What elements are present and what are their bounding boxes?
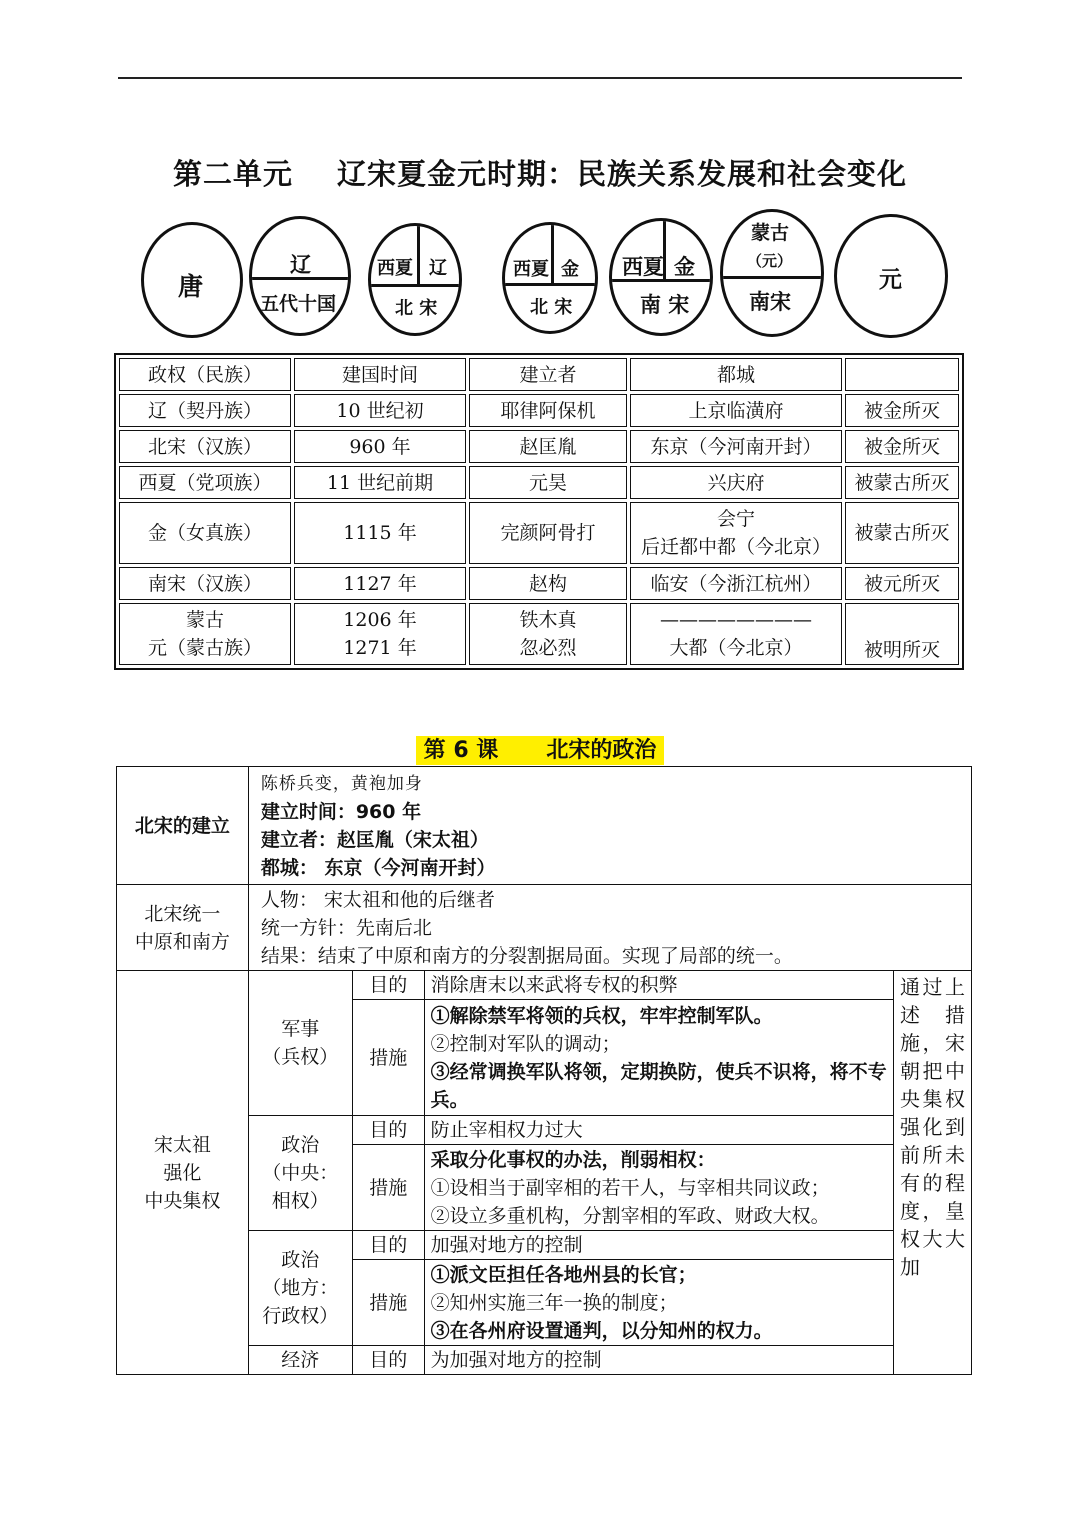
unit-title: 第二单元 辽宋夏金元时期：民族关系发展和社会变化: [172, 157, 908, 191]
summary-text: 通过上述措施，宋朝把中央集权强化到前所未有的程度，皇权大大加: [893, 971, 971, 1375]
central-gov-label: 政治 （中央： 相权）: [248, 1116, 352, 1231]
economy-purpose-row: 经济 目的 为加强对地方的控制: [117, 1346, 972, 1375]
table-row: 南宋（汉族） 1127 年 赵构 临安（今浙江杭州） 被元所灭: [119, 567, 959, 600]
unify-row: 北宋统一 中原和南方 人物： 宋太祖和他的后继者 统一方针：先南后北 结果：结束了中原和南方的分裂割据局面。实现了局部的统一。: [117, 885, 972, 971]
founding-label: 北宋的建立: [117, 767, 249, 885]
lesson-table: [116, 766, 972, 1375]
military-label: 军事 （兵权）: [248, 971, 352, 1116]
circle-xixia-jin-beisong: 西夏 金 北 宋: [502, 222, 598, 334]
table-row: 西夏（党项族） 11 世纪前期 元昊 兴庆府 被蒙古所灭: [119, 466, 959, 499]
col-header-fate: [845, 358, 959, 391]
lesson-title: 第 6 课 北宋的政治: [0, 733, 1080, 764]
centralization-label: 宋太祖 强化 中央集权: [117, 971, 249, 1375]
local-measure-row: 措施 ①派文臣担任各地州县的长官； ②知州实施三年一换的制度； ③在各州府设置通判，以分知州的权力。: [117, 1260, 972, 1346]
local-gov-label: 政治 （地方： 行政权）: [248, 1231, 352, 1346]
military-measure-row: 措施 ①解除禁军将领的兵权，牢牢控制军队。 ②控制对军队的调动； ③经常调换军队将领，定期换防，使兵不识将，将不专兵。: [117, 1000, 972, 1116]
local-purpose-row: 政治 （地方： 行政权） 目的 加强对地方的控制: [117, 1231, 972, 1260]
col-header-founder: 建立者: [469, 358, 627, 391]
economy-label: 经济: [248, 1346, 352, 1375]
col-header-regime: 政权（民族）: [119, 358, 291, 391]
circle-menggu-nansong: 蒙古 （元） 南宋: [720, 209, 824, 337]
circle-xixia-jin-nansong: 西夏 金 南 宋: [609, 218, 713, 336]
circle-liao-wudai: 辽 五代十国: [249, 216, 351, 336]
unify-label: 北宋统一 中原和南方: [117, 885, 249, 971]
table-row: 北宋（汉族） 960 年 赵匡胤 东京（今河南开封） 被金所灭: [119, 430, 959, 463]
header-rule: [118, 77, 962, 79]
table-row: 辽（契丹族） 10 世纪初 耶律阿保机 上京临潢府 被金所灭: [119, 394, 959, 427]
military-purpose-row: 宋太祖 强化 中央集权 军事 （兵权） 目的 消除唐末以来武将专权的积弊 通过上述措施，宋朝把中央集权强化到前所未有的程度，皇权大大加: [117, 971, 972, 1000]
table-row: 蒙古 元（蒙古族） 1206 年 1271 年 铁木真 忽必烈 ———————— 大都（今北京） 被明所灭: [119, 603, 959, 665]
circle-tang: 唐: [141, 222, 243, 338]
circle-yuan: 元: [834, 214, 948, 338]
col-header-capital: 都城: [630, 358, 842, 391]
table-row: 金（女真族） 1115 年 完颜阿骨打 会宁 后迁都中都（今北京） 被蒙古所灭: [119, 502, 959, 564]
founding-row: 北宋的建立 陈桥兵变，黄袍加身 建立时间：960 年 建立者：赵匡胤（宋太祖） 都城： 东京（今河南开封）: [117, 767, 972, 885]
central-purpose-row: 政治 （中央： 相权） 目的 防止宰相权力过大: [117, 1116, 972, 1145]
central-measure-row: 措施 采取分化事权的办法，削弱相权： ①设相当于副宰相的若干人，与宰相共同议政； ②设立多重机构，分割宰相的军政、财政大权。: [117, 1145, 972, 1231]
regime-header-row: [119, 358, 959, 391]
col-header-time: 建国时间: [294, 358, 466, 391]
circle-xixia-liao-beisong: 西夏 辽 北 宋: [368, 223, 462, 336]
regime-table: [114, 353, 964, 670]
